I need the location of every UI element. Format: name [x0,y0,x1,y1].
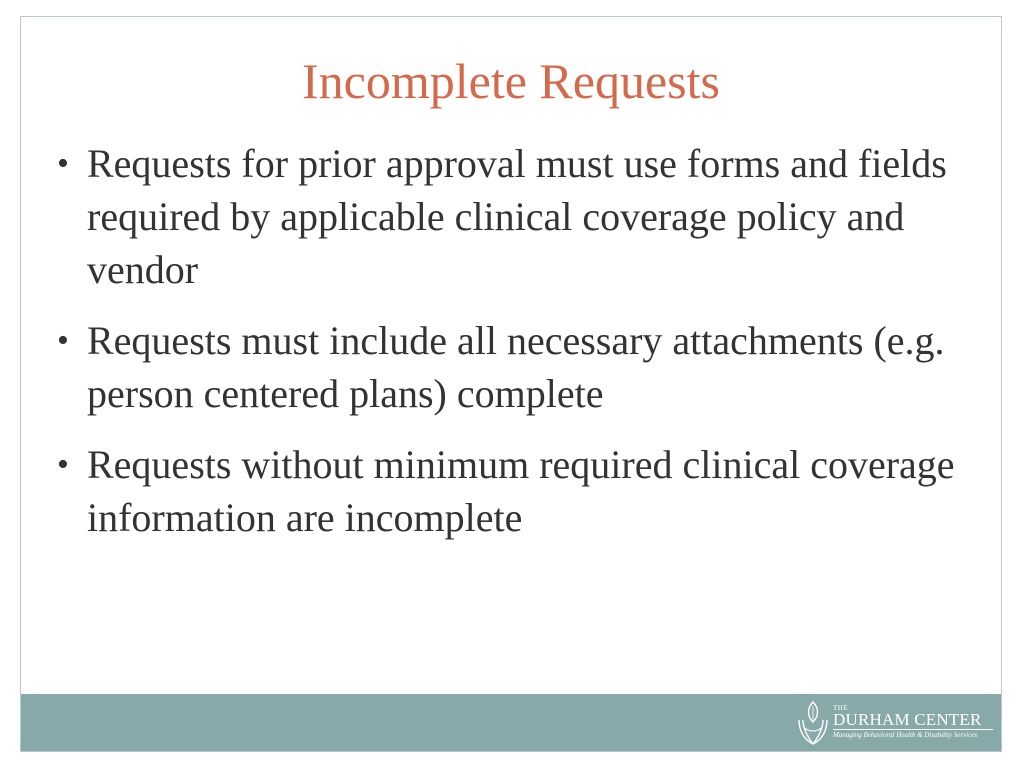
slide [20,16,1002,752]
bullet-icon: • [57,145,69,182]
slide-title: Incomplete Requests [302,53,720,109]
bullet-text: Requests must include all necessary attachments (e.g. person centered plans) complete [87,318,945,416]
bullet-item [53,438,973,544]
logo-divider [833,729,993,730]
hands-leaf-logo-icon [795,698,831,748]
logo-name-text: DURHAM CENTER [833,710,982,729]
bullet-list [53,137,973,562]
bullet-icon: • [57,322,69,359]
bullet-text: Requests without minimum required clinical coverage information are incomplete [87,442,955,540]
durham-center-logo [795,698,995,748]
bullet-item [53,314,973,420]
bullet-text: Requests for prior approval must use forms and fields required by applicable clinical coverage policy and vendor [87,141,947,292]
footer-band [21,694,1001,751]
logo-tagline-text: Managing Behavioral Health & Disability Services [833,731,978,739]
bullet-icon: • [57,446,69,483]
logo-the-text: THE [833,704,849,712]
bullet-item [53,137,973,296]
